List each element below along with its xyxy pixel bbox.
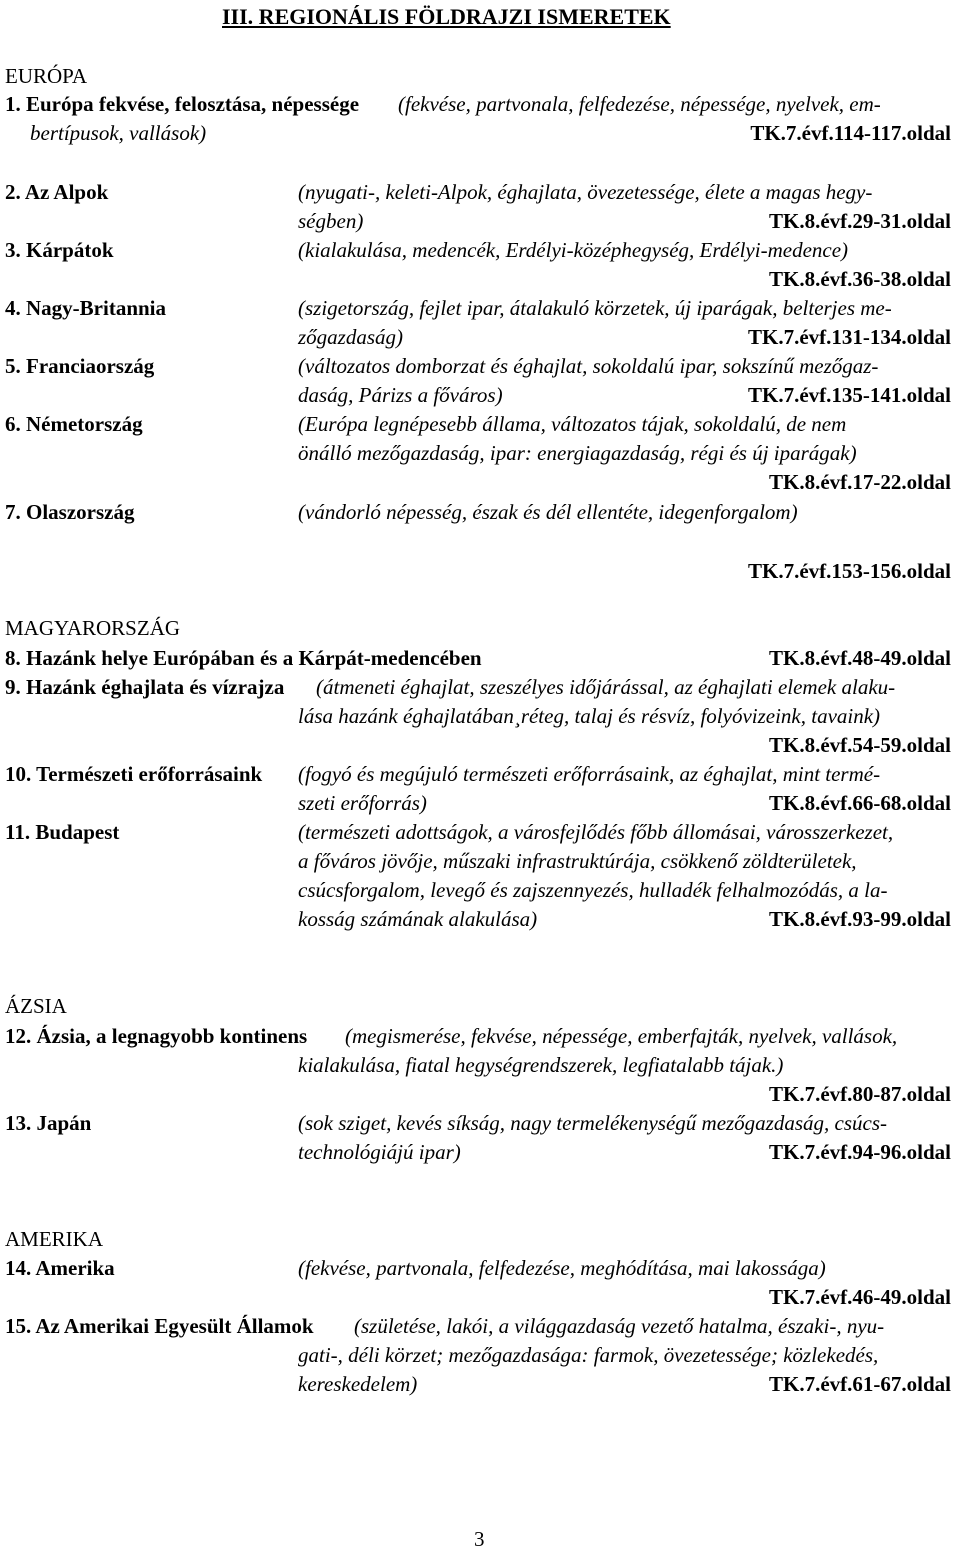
item-5-reference: TK.7.évf.135-141.oldal bbox=[748, 383, 951, 407]
item-13-desc-line2: technológiájú ipar) bbox=[298, 1140, 461, 1164]
item-14-desc-line1: (fekvése, partvonala, felfedezése, meghódítása, mai lakossága) bbox=[298, 1256, 826, 1280]
item-11-desc-line4: kosság számának alakulása) bbox=[298, 907, 538, 931]
item-6-heading: 6. Németország bbox=[5, 412, 143, 436]
item-13-reference: TK.7.évf.94-96.oldal bbox=[769, 1140, 951, 1164]
item-13-heading: 13. Japán bbox=[5, 1111, 92, 1135]
item-7-reference: TK.7.évf.153-156.oldal bbox=[748, 559, 951, 583]
item-8-reference: TK.8.évf.48-49.oldal bbox=[769, 646, 951, 670]
item-10-heading: 10. Természeti erőforrásaink bbox=[5, 762, 263, 786]
item-2-desc-line1: (nyugati-, keleti-Alpok, éghajlata, övezetessége, élete a magas hegy- bbox=[298, 180, 873, 204]
page-number: 3 bbox=[474, 1527, 485, 1551]
item-2-reference: TK.8.évf.29-31.oldal bbox=[769, 209, 951, 233]
item-6-reference: TK.8.évf.17-22.oldal bbox=[769, 470, 951, 494]
item-14-reference: TK.7.évf.46-49.oldal bbox=[769, 1285, 951, 1309]
item-3-desc-line1: (kialakulása, medencék, Erdélyi-középhegység, Erdélyi-medence) bbox=[298, 238, 849, 262]
section-heading-amerika: AMERIKA bbox=[5, 1227, 103, 1251]
item-12-reference: TK.7.évf.80-87.oldal bbox=[769, 1082, 951, 1106]
item-10-desc-line2: szeti erőforrás) bbox=[298, 791, 427, 815]
item-12-desc-line2: kialakulása, fiatal hegységrendszerek, legfiatalabb tájak.) bbox=[298, 1053, 784, 1077]
item-11-desc-line1: (természeti adottságok, a városfejlődés főbb állomásai, városszerkezet, bbox=[298, 820, 894, 844]
item-11-heading: 11. Budapest bbox=[5, 820, 120, 844]
item-2-heading: 2. Az Alpok bbox=[5, 180, 109, 204]
item-3-reference: TK.8.évf.36-38.oldal bbox=[769, 267, 951, 291]
item-6-desc-line1: (Európa legnépesebb állama, változatos tájak, sokoldalú, de nem bbox=[298, 412, 847, 436]
item-11-desc-line3: csúcsforgalom, levegő és zajszennyezés, hulladék felhalmozódás, a la- bbox=[298, 878, 888, 902]
item-2-desc-line2: ségben) bbox=[298, 209, 364, 233]
item-3-heading: 3. Kárpátok bbox=[5, 238, 114, 262]
item-5-heading: 5. Franciaország bbox=[5, 354, 155, 378]
item-4-desc-line2: zőgazdaság) bbox=[298, 325, 404, 349]
item-15-heading: 15. Az Amerikai Egyesült Államok bbox=[5, 1314, 314, 1338]
item-12-heading: 12. Ázsia, a legnagyobb kontinens bbox=[5, 1024, 308, 1048]
item-4-reference: TK.7.évf.131-134.oldal bbox=[748, 325, 951, 349]
item-4-heading: 4. Nagy-Britannia bbox=[5, 296, 167, 320]
item-9-heading: 9. Hazánk éghajlata és vízrajza bbox=[5, 675, 285, 699]
item-15-desc-line1: (születése, lakói, a világgazdaság vezető hatalma, északi-, nyu- bbox=[354, 1314, 885, 1338]
item-13-desc-line1: (sok sziget, kevés síkság, nagy termelékenységű mezőgazdaság, csúcs- bbox=[298, 1111, 888, 1135]
item-9-desc-line1: (átmeneti éghajlat, szeszélyes időjárással, az éghajlati elemek alaku- bbox=[316, 675, 896, 699]
item-10-desc-line1: (fogyó és megújuló természeti erőforrásaink, az éghajlat, mint termé- bbox=[298, 762, 881, 786]
item-15-desc-line2: gati-, déli körzet; mezőgazdasága: farmok, övezetessége; közlekedés, bbox=[298, 1343, 879, 1367]
item-15-desc-line3: kereskedelem) bbox=[298, 1372, 418, 1396]
item-5-desc-line1: (változatos domborzat és éghajlat, sokoldalú ipar, sokszínű mezőgaz- bbox=[298, 354, 879, 378]
section-heading-azsia: ÁZSIA bbox=[5, 994, 67, 1018]
section-heading-magyarorszag: MAGYARORSZÁG bbox=[5, 616, 181, 640]
item-9-reference: TK.8.évf.54-59.oldal bbox=[769, 733, 951, 757]
item-7-desc-line1: (vándorló népesség, észak és dél ellentéte, idegenforgalom) bbox=[298, 500, 798, 524]
item-6-desc-line2: önálló mezőgazdaság, ipar: energiagazdaság, régi és új iparágak) bbox=[298, 441, 857, 465]
item-9-desc-line2: lása hazánk éghajlatában¸réteg, talaj és résvíz, folyóvizeink, tavaink) bbox=[298, 704, 881, 728]
item-15-reference: TK.7.évf.61-67.oldal bbox=[769, 1372, 951, 1396]
item-12-desc-line1: (megismerése, fekvése, népessége, emberfajták, nyelvek, vallások, bbox=[345, 1024, 898, 1048]
item-1-desc-line1: (fekvése, partvonala, felfedezése, népessége, nyelvek, em- bbox=[398, 92, 881, 116]
item-4-desc-line1: (szigetország, fejlet ipar, átalakuló körzetek, új iparágak, belterjes me- bbox=[298, 296, 892, 320]
item-11-reference: TK.8.évf.93-99.oldal bbox=[769, 907, 951, 931]
item-7-heading: 7. Olaszország bbox=[5, 500, 135, 524]
item-1-desc-line2: bertípusok, vallások) bbox=[30, 121, 207, 145]
item-11-desc-line2: a főváros jövője, műszaki infrastruktúrája, csökkenő zöldterületek, bbox=[298, 849, 857, 873]
item-5-desc-line2: daság, Párizs a főváros) bbox=[298, 383, 503, 407]
item-1-heading: 1. Európa fekvése, felosztása, népessége bbox=[5, 92, 360, 116]
page-title: III. REGIONÁLIS FÖLDRAJZI ISMERETEK bbox=[222, 4, 671, 29]
section-heading-europa: EURÓPA bbox=[5, 64, 88, 88]
item-1-reference: TK.7.évf.114-117.oldal bbox=[750, 121, 951, 145]
item-14-heading: 14. Amerika bbox=[5, 1256, 115, 1280]
item-10-reference: TK.8.évf.66-68.oldal bbox=[769, 791, 951, 815]
item-8-heading: 8. Hazánk helye Európában és a Kárpát-medencében bbox=[5, 646, 482, 670]
